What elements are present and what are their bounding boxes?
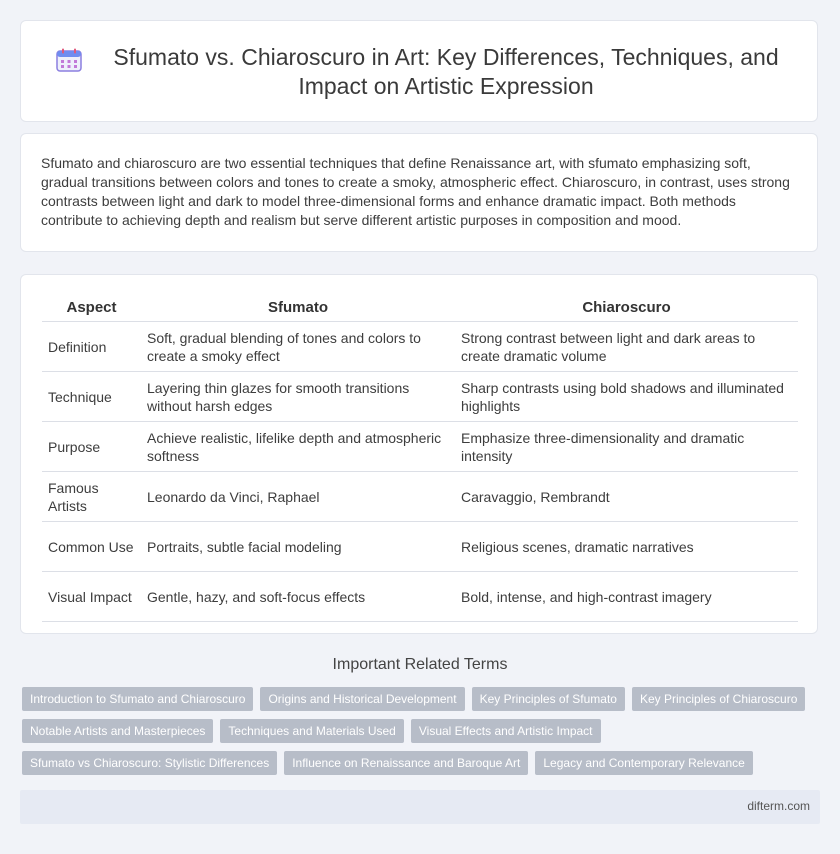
chiaroscuro-cell: Emphasize three-dimensionality and dramatic intensity xyxy=(455,422,798,472)
table-header-row xyxy=(42,293,798,322)
related-term-tag[interactable]: Key Principles of Chiaroscuro xyxy=(632,687,805,711)
page-title: Sfumato vs. Chiaroscuro in Art: Key Differences, Techniques, and Impact on Artistic Expression xyxy=(113,44,779,99)
aspect-cell: Definition xyxy=(42,322,141,372)
table-row xyxy=(42,372,798,422)
comparison-table xyxy=(42,293,798,622)
table-row xyxy=(42,572,798,622)
tag-row xyxy=(22,719,822,743)
related-term-tag[interactable]: Key Principles of Sfumato xyxy=(472,687,625,711)
calendar-icon xyxy=(56,48,82,72)
related-term-tag[interactable]: Sfumato vs Chiaroscuro: Stylistic Differences xyxy=(22,751,277,775)
header-chiaroscuro: Chiaroscuro xyxy=(455,293,798,322)
sfumato-cell: Leonardo da Vinci, Raphael xyxy=(141,472,455,522)
tag-row xyxy=(22,751,822,775)
chiaroscuro-cell: Bold, intense, and high-contrast imagery xyxy=(455,572,798,622)
table-row xyxy=(42,472,798,522)
comparison-card xyxy=(20,274,818,634)
related-term-tag[interactable]: Visual Effects and Artistic Impact xyxy=(411,719,601,743)
footer-brand[interactable]: difterm.com xyxy=(747,799,810,813)
aspect-cell: Famous Artists xyxy=(42,472,141,522)
related-terms-heading: Important Related Terms xyxy=(332,656,508,673)
sfumato-cell: Soft, gradual blending of tones and colors to create a smoky effect xyxy=(141,322,455,372)
intro-card xyxy=(20,133,818,252)
header-aspect: Aspect xyxy=(42,293,141,322)
sfumato-cell: Layering thin glazes for smooth transitions without harsh edges xyxy=(141,372,455,422)
footer xyxy=(20,790,820,824)
related-term-tag[interactable]: Techniques and Materials Used xyxy=(220,719,403,743)
aspect-cell: Purpose xyxy=(42,422,141,472)
table-row xyxy=(42,522,798,572)
chiaroscuro-cell: Caravaggio, Rembrandt xyxy=(455,472,798,522)
tag-row xyxy=(22,687,822,711)
chiaroscuro-cell: Religious scenes, dramatic narratives xyxy=(455,522,798,572)
aspect-cell: Visual Impact xyxy=(42,572,141,622)
aspect-cell: Common Use xyxy=(42,522,141,572)
related-term-tag[interactable]: Origins and Historical Development xyxy=(260,687,464,711)
related-term-tag[interactable]: Legacy and Contemporary Relevance xyxy=(535,751,752,775)
table-row xyxy=(42,322,798,372)
related-terms-list xyxy=(22,687,822,783)
header-sfumato: Sfumato xyxy=(141,293,455,322)
title-card xyxy=(20,20,818,122)
table-row xyxy=(42,422,798,472)
chiaroscuro-cell: Strong contrast between light and dark areas to create dramatic volume xyxy=(455,322,798,372)
aspect-cell: Technique xyxy=(42,372,141,422)
related-term-tag[interactable]: Introduction to Sfumato and Chiaroscuro xyxy=(22,687,253,711)
sfumato-cell: Portraits, subtle facial modeling xyxy=(141,522,455,572)
related-term-tag[interactable]: Notable Artists and Masterpieces xyxy=(22,719,213,743)
chiaroscuro-cell: Sharp contrasts using bold shadows and illuminated highlights xyxy=(455,372,798,422)
intro-paragraph: Sfumato and chiaroscuro are two essential techniques that define Renaissance art, with sfumato emphasizing soft, gradual transitions between colors and tones to create a smoky, atmospheric effect. Chiaroscuro, in contrast, uses strong contrasts between light and dark to model three-dimensional forms and enhance dramatic impact. Both methods contribute to achieving depth and realism but serve different artistic purposes in composition and mood. xyxy=(41,155,790,228)
sfumato-cell: Gentle, hazy, and soft-focus effects xyxy=(141,572,455,622)
sfumato-cell: Achieve realistic, lifelike depth and atmospheric softness xyxy=(141,422,455,472)
related-term-tag[interactable]: Influence on Renaissance and Baroque Art xyxy=(284,751,528,775)
